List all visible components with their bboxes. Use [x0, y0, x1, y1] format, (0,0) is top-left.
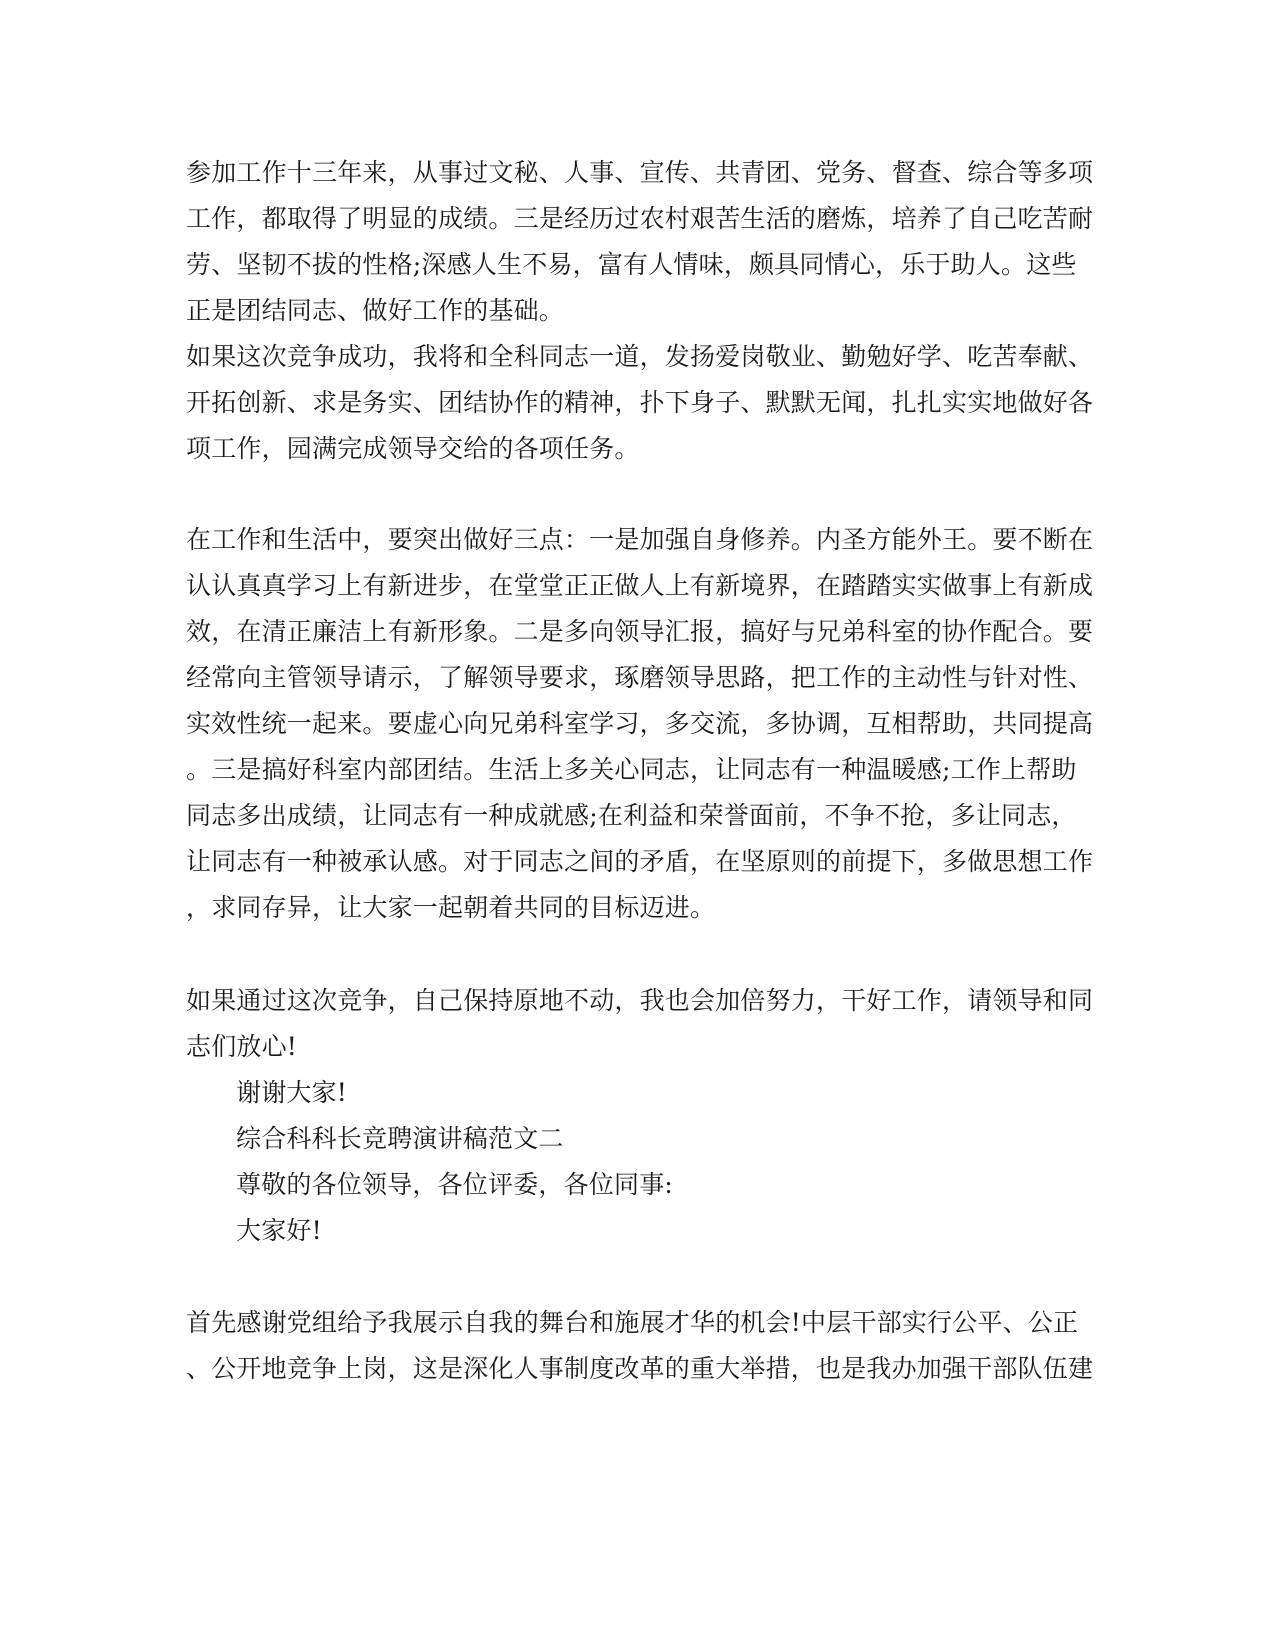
text-line: 谢谢大家!: [236, 1078, 348, 1107]
text-line: 大家好!: [236, 1216, 322, 1245]
text-line: ，求同存异，让大家一起朝着共同的目标迈进。: [186, 893, 716, 922]
text-line: 尊敬的各位领导，各位评委，各位同事:: [236, 1170, 674, 1199]
text-line: 同志多出成绩，让同志有一种成就感;在利益和荣誉面前，不争不抢，多让同志，: [186, 801, 1077, 830]
text-line: 志们放心!: [186, 1032, 298, 1061]
text-line: 、公开地竞争上岗，这是深化人事制度改革的重大举措，也是我办加强干部队伍建: [186, 1354, 1094, 1383]
text-line: 认认真真学习上有新进步，在堂堂正正做人上有新境界，在踏踏实实做事上有新成: [186, 571, 1094, 600]
text-line: 综合科科长竞聘演讲稿范文二: [236, 1124, 564, 1153]
text-line: 正是团结同志、做好工作的基础。: [186, 296, 565, 325]
text-line: 让同志有一种被承认感。对于同志之间的矛盾，在坚原则的前提下，多做思想工作: [186, 847, 1094, 876]
text-line: 如果通过这次竞争，自己保持原地不动，我也会加倍努力，干好工作，请领导和同: [186, 986, 1094, 1015]
text-line: 劳、坚韧不拔的性格;深感人生不易，富有人情味，颇具同情心，乐于助人。这些: [186, 250, 1077, 279]
text-line: 项工作，园满完成领导交给的各项任务。: [186, 434, 640, 463]
text-line: 经常向主管领导请示，了解领导要求，琢磨领导思路，把工作的主动性与针对性、: [186, 663, 1094, 692]
text-line: 效，在清正廉洁上有新形象。二是多向领导汇报，搞好与兄弟科室的协作配合。要: [186, 617, 1094, 646]
text-line: 如果这次竞争成功，我将和全科同志一道，发扬爱岗敬业、勤勉好学、吃苦奉献、: [186, 342, 1094, 371]
text-line: 在工作和生活中，要突出做好三点：一是加强自身修养。内圣方能外王。要不断在: [186, 525, 1094, 554]
text-line: 参加工作十三年来，从事过文秘、人事、宣传、共青团、党务、督查、综合等多项: [186, 158, 1094, 187]
text-line: 首先感谢党组给予我展示自我的舞台和施展才华的机会!中层干部实行公平、公正: [186, 1308, 1079, 1337]
text-line: 实效性统一起来。要虚心向兄弟科室学习，多交流，多协调，互相帮助，共同提高: [186, 709, 1094, 738]
text-line: 工作，都取得了明显的成绩。三是经历过农村艰苦生活的磨炼，培养了自己吃苦耐: [186, 204, 1094, 233]
text-line: 。三是搞好科室内部团结。生活上多关心同志，让同志有一种温暖感;工作上帮助: [186, 755, 1077, 784]
text-line: 开拓创新、求是务实、团结协作的精神，扑下身子、默默无闻，扎扎实实地做好各: [186, 388, 1094, 417]
